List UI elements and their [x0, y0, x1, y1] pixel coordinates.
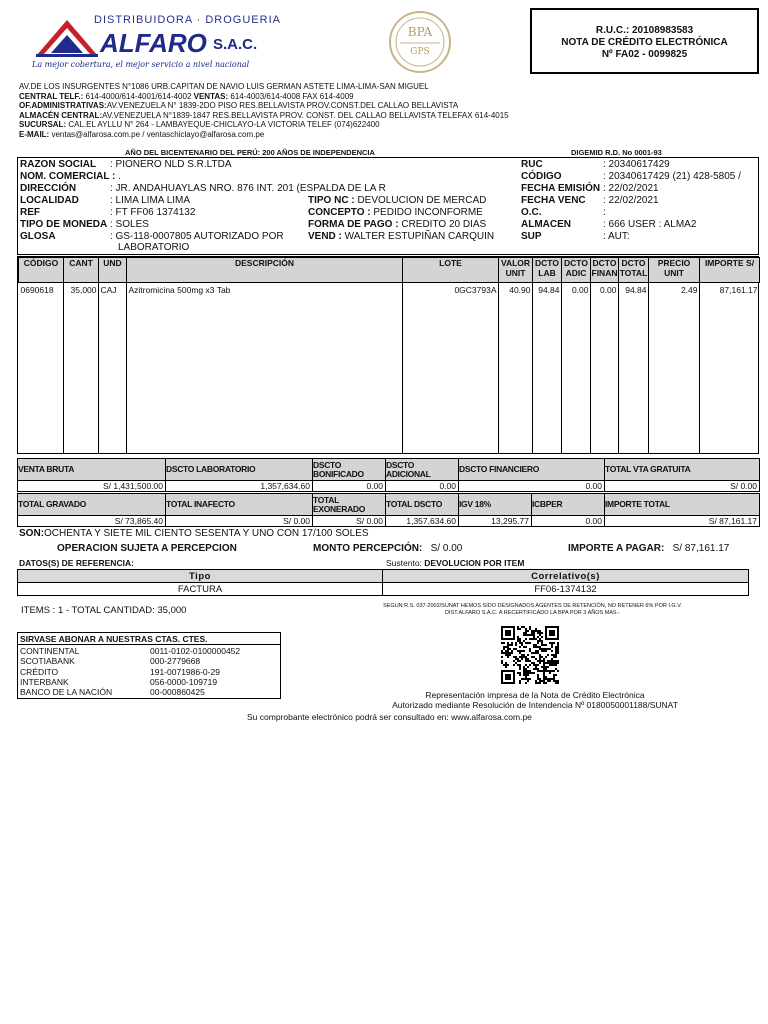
- header-icbper: ICBPER: [532, 494, 605, 516]
- percepcion-notice: OPERACION SUJETA A PERCEPCION: [57, 543, 237, 554]
- header-codigo: CÓDIGO: [19, 258, 64, 283]
- value-dscto-bonificado: 0.00: [313, 481, 386, 492]
- totals-value-row: [18, 516, 760, 527]
- header-importe: IMPORTE S/: [700, 258, 760, 283]
- cell-codigo: 0690618: [20, 285, 54, 295]
- header-total-exonerado: TOTAL EXONERADO: [313, 494, 386, 516]
- items-header-row: [19, 258, 760, 283]
- value-direccion: : JR. ANDAHUAYLAS NRO. 876 INT. 201 (ESPALDA DE LA R: [110, 183, 386, 194]
- company-address-block: [19, 82, 579, 139]
- value-sup: : AUT:: [603, 231, 630, 242]
- cell-valor-unit: 40.90: [509, 285, 531, 295]
- seal-icon: [388, 10, 452, 74]
- header-importe-total: IMPORTE TOTAL: [605, 494, 760, 516]
- qr-code: [501, 626, 559, 684]
- bank-accounts-box: [17, 632, 281, 699]
- value-oc: :: [603, 207, 606, 218]
- label-fecha-emision: FECHA EMISIÓN: [521, 183, 601, 194]
- cell-dcto-lab: 94.84: [538, 285, 560, 295]
- value-correlativo: FF06-1374132: [383, 583, 749, 596]
- header-lote: LOTE: [403, 258, 499, 283]
- document-id-box: [530, 8, 759, 74]
- header-igv: IGV 18%: [459, 494, 532, 516]
- bank-name: SCOTIABANK: [20, 656, 75, 667]
- value-total-inafecto: S/ 0.00: [166, 516, 313, 527]
- value-moneda: : SOLES: [110, 219, 149, 230]
- address-warehouse: ALMACÉN CENTRAL:AV.VENEZUELA N°1839-1847 RES.BELLAVISTA PROV. CONST. DEL CALLAO BELLAVISTA TELEFAX 614-4015: [19, 110, 509, 120]
- value-glosa: : GS-118-0007805 AUTORIZADO POR: [110, 231, 284, 242]
- cell-dcto-finan: 0.00: [599, 285, 617, 295]
- cell-descripcion: Azitromicina 500mg x3 Tab: [128, 285, 231, 295]
- retention-notice: [360, 603, 705, 617]
- value-glosa-line2: LABORATORIO: [118, 242, 190, 253]
- consult-notice: Su comprobante electrónico podrá ser consultado en: www.alfarosa.com.pe: [247, 712, 532, 722]
- items-table: [17, 256, 759, 454]
- bank-account: 000-2779668: [150, 656, 201, 667]
- address-central: CENTRAL TELF.: 614-4000/614-4001/614-4002 VENTAS: 614-4003/614-4008 FAX 614-4009: [19, 91, 354, 101]
- qr-code-icon: [501, 626, 559, 684]
- label-nom-comercial: NOM. COMERCIAL :: [20, 171, 116, 182]
- header-dscto-bonificado: DSCTO BONIFICADO: [313, 459, 386, 481]
- header-valor-unit: VALOR UNIT: [499, 258, 533, 283]
- address-offices: OF.ADMINISTRATIVAS:AV.VENEZUELA N° 1839-2DO PISO RES.BELLAVISTA PROV.CONST.DEL CALLAO BELLAVISTA: [19, 101, 459, 110]
- cell-dcto-total: 94.84: [625, 285, 647, 295]
- cell-cant: 35,000: [70, 285, 97, 295]
- label-localidad: LOCALIDAD: [20, 195, 79, 206]
- retention-line-1: SEGUN R.S. 037-2002/SUNAT HEMOS SIDO DESIGNADOS AGENTES DE RETENCIÓN, NO RETENER 6% POR I.G.V.: [383, 603, 682, 609]
- value-nom-comercial: .: [118, 171, 121, 182]
- header-venta-bruta: VENTA BRUTA: [18, 459, 166, 481]
- importe-a-pagar: IMPORTE A PAGAR: S/ 87,161.17: [568, 543, 730, 554]
- header-correlativo: Correlativo(s): [383, 570, 749, 583]
- header-descripcion: DESCRIPCIÓN: [127, 258, 403, 283]
- totals-value-row: [18, 481, 760, 492]
- label-ruc: RUC: [521, 159, 543, 170]
- representation-line-1: Representación impresa de la Nota de Crédito Electrónica: [425, 690, 645, 700]
- address-branch: SUCURSAL: CAL.EL AYLLU N° 264 - LAMBAYEQUE-CHICLAYO-LA VICTORIA TELEF (074)622400: [19, 120, 380, 129]
- header-total-gratuita: TOTAL VTA GRATUITA: [605, 459, 760, 481]
- monto-percepcion: MONTO PERCEPCIÓN: S/ 0.00: [313, 543, 463, 554]
- logo-slogan: La mejor cobertura, el mejor servicio a nivel nacional: [32, 60, 250, 69]
- seal-top-text: BPA: [407, 25, 433, 39]
- reference-data-title: DATOS(S) DE REFERENCIA:: [19, 558, 134, 568]
- value-tipo: FACTURA: [18, 583, 383, 596]
- concepto: CONCEPTO : PEDIDO INCONFORME: [308, 207, 483, 218]
- header-precio-unit: PRECIO UNIT: [649, 258, 700, 283]
- label-sup: SUP: [521, 231, 542, 242]
- bicentenary-legend: AÑO DEL BICENTENARIO DEL PERÚ: 200 AÑOS DE INDEPENDENCIA: [125, 148, 375, 157]
- bank-account: 0011-0102-0100000452: [150, 646, 241, 657]
- retention-line-2: DIST.ALFARO S.A.C. A RECERTIFICADO LA BPA POR 3 AÑOS MAS.-: [445, 610, 620, 616]
- label-moneda: TIPO DE MONEDA: [20, 219, 108, 230]
- list-item: [20, 687, 278, 697]
- label-direccion: DIRECCIÓN: [20, 183, 77, 194]
- header-total-gravado: TOTAL GRAVADO: [18, 494, 166, 516]
- cell-und: CAJ: [100, 285, 117, 295]
- cell-lote: 0GC3793A: [454, 285, 497, 295]
- seal-bottom-text: GPS: [410, 47, 430, 57]
- value-dscto-lab: 1,357,634.60: [166, 481, 313, 492]
- value-total-exonerado: S/ 0.00: [313, 516, 386, 527]
- value-total-gravado: S/ 73,865.40: [18, 516, 166, 527]
- logo-company-suffix: S.A.C.: [213, 36, 258, 53]
- value-igv: 13,295.77: [459, 516, 532, 527]
- label-glosa: GLOSA: [20, 231, 56, 242]
- client-header: [17, 157, 759, 255]
- logo-distributor-label: DISTRIBUIDORA · DROGUERIA: [94, 14, 281, 26]
- items-total-count: ITEMS : 1 - TOTAL CANTIDAD: 35,000: [21, 605, 187, 616]
- label-codigo: CÓDIGO: [521, 171, 562, 182]
- value-almacen: : 666 USER : ALMA2: [603, 219, 697, 230]
- value-codigo: : 20340617429 (21) 428-5805 /: [603, 171, 741, 182]
- list-item: [20, 646, 278, 656]
- representation-notice: [330, 690, 740, 710]
- header-dscto-financiero: DSCTO FINANCIERO: [459, 459, 605, 481]
- address-main: AV.DE LOS INSURGENTES N°1086 URB.CAPITAN DE NAVIO LUIS GERMAN ASTETE LIMA-LIMA-SAN MIGUEL: [19, 82, 429, 91]
- header-dscto-adicional: DSCTO ADICIONAL: [386, 459, 459, 481]
- tipo-nc: TIPO NC : DEVOLUCION DE MERCAD: [308, 195, 487, 206]
- value-fecha-venc: : 22/02/2021: [603, 195, 659, 206]
- list-item: [20, 667, 278, 677]
- cell-precio-unit: 2.49: [680, 285, 698, 295]
- label-almacen: ALMACEN: [521, 219, 571, 230]
- table-row: [18, 583, 749, 596]
- header-dcto-finan: DCTO FINAN: [591, 258, 619, 283]
- value-total-gratuita: S/ 0.00: [605, 481, 760, 492]
- bank-account: 056-0000-109719: [150, 676, 218, 687]
- reference-table: [17, 569, 749, 596]
- bank-account: 191-0071986-0-29: [150, 666, 220, 677]
- header-cant: CANT: [64, 258, 99, 283]
- bank-title: SIRVASE ABONAR A NUESTRAS CTAS. CTES.: [18, 634, 280, 645]
- bank-name: BANCO DE LA NACIÓN: [20, 687, 113, 698]
- header-und: UND: [99, 258, 127, 283]
- cell-dcto-adic: 0.00: [571, 285, 589, 295]
- document-title: NOTA DE CRÉDITO ELECTRÓNICA: [561, 37, 728, 48]
- value-importe-total: S/ 87,161.17: [605, 516, 760, 527]
- value-total-dscto: 1,357,634.60: [386, 516, 459, 527]
- cell-importe: 87,161.17: [719, 285, 758, 295]
- company-logo: [30, 14, 281, 76]
- header-total-inafecto: TOTAL INAFECTO: [166, 494, 313, 516]
- value-localidad: : LIMA LIMA LIMA: [110, 195, 191, 206]
- digemid-number: DIGEMID R.D. No 0001-93: [571, 148, 662, 157]
- items-grid: [18, 257, 760, 297]
- ruc-number: R.U.C.: 20108983583: [595, 25, 694, 36]
- address-email: E-MAIL: ventas@alfarosa.com.pe / ventaschiclayo@alfarosa.com.pe: [19, 129, 265, 139]
- value-razon-social: : PIONERO NLD S.R.LTDA: [110, 159, 232, 170]
- bank-name: CONTINENTAL: [20, 646, 80, 657]
- header-dcto-adic: DCTO ADIC: [562, 258, 591, 283]
- header-total-dscto: TOTAL DSCTO: [386, 494, 459, 516]
- table-row: [19, 283, 760, 298]
- value-fecha-emision: : 22/02/2021: [603, 183, 659, 194]
- vendedor: VEND : WALTER ESTUPIÑAN CARQUIN: [308, 231, 495, 242]
- sustento: Sustento: DEVOLUCION POR ITEM: [386, 558, 525, 568]
- value-venta-bruta: S/ 1,431,500.00: [18, 481, 166, 492]
- totals-header-row: [18, 459, 760, 481]
- logo-triangle-icon: [34, 18, 100, 58]
- representation-line-2: Autorizado mediante Resolución de Intendencia Nº 0180050001188/SUNAT: [392, 700, 678, 710]
- list-item: [20, 677, 278, 687]
- bpa-seal: [388, 10, 452, 74]
- header-dcto-lab: DCTO LAB: [533, 258, 562, 283]
- value-dscto-financiero: 0.00: [459, 481, 605, 492]
- logo-company-name: ALFARO: [100, 28, 207, 58]
- header-tipo: Tipo: [18, 570, 383, 583]
- bank-name: CRÉDITO: [20, 666, 59, 677]
- label-oc: O.C.: [521, 207, 542, 218]
- totals-table-2: [17, 493, 760, 527]
- label-razon-social: RAZON SOCIAL: [20, 159, 97, 170]
- reference-header-row: [18, 570, 749, 583]
- value-ruc: : 20340617429: [603, 159, 670, 170]
- totals-table-1: [17, 458, 760, 492]
- list-item: [20, 656, 278, 666]
- value-dscto-adicional: 0.00: [386, 481, 459, 492]
- amount-in-words: SON:OCHENTA Y SIETE MIL CIENTO SESENTA Y UNO CON 17/100 SOLES: [19, 528, 369, 539]
- value-icbper: 0.00: [532, 516, 605, 527]
- header-dscto-lab: DSCTO LABORATORIO: [166, 459, 313, 481]
- label-fecha-venc: FECHA VENC: [521, 195, 586, 206]
- document-number: Nº FA02 - 0099825: [601, 49, 688, 60]
- forma-pago: FORMA DE PAGO : CREDITO 20 DIAS: [308, 219, 487, 230]
- value-ref: : FT FF06 1374132: [110, 207, 196, 218]
- totals-header-row: [18, 494, 760, 516]
- bank-name: INTERBANK: [20, 676, 69, 687]
- header-dcto-total: DCTO TOTAL: [619, 258, 649, 283]
- label-ref: REF: [20, 207, 40, 218]
- bank-account: 00-000860425: [150, 687, 205, 698]
